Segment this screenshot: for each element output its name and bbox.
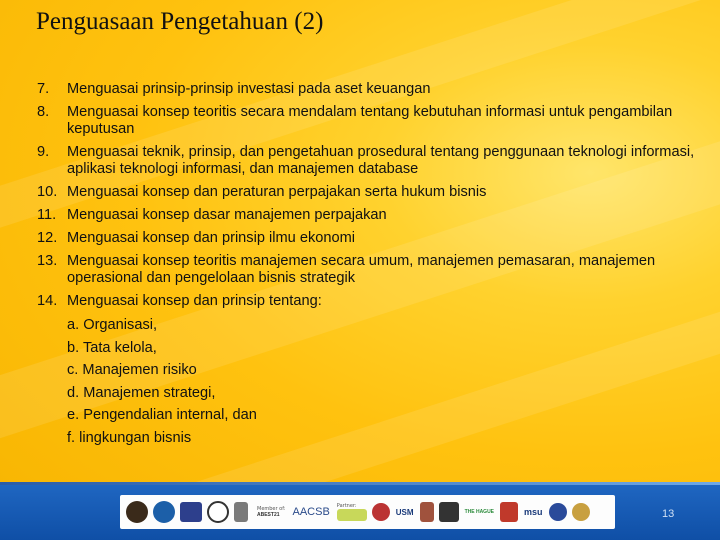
list-item bbox=[37, 104, 707, 138]
item-number: 12. bbox=[37, 230, 58, 246]
sub-item: d. Manajemen strategi, bbox=[67, 384, 216, 401]
partner-label: Partner: bbox=[336, 503, 357, 509]
globe-logo-icon bbox=[153, 501, 175, 523]
aacsb-logo: AACSB bbox=[292, 506, 330, 518]
gold-seal-icon bbox=[572, 503, 590, 521]
footer-bar bbox=[0, 485, 720, 540]
list-item bbox=[37, 230, 707, 247]
tg-logo-icon bbox=[439, 502, 459, 522]
item-number: 9. bbox=[37, 144, 50, 160]
list-item bbox=[37, 144, 707, 178]
partner-logo-icon bbox=[337, 509, 367, 521]
seal-logo-icon bbox=[549, 503, 567, 521]
sub-item: c. Manajemen risiko bbox=[67, 362, 197, 378]
item-number: 8. bbox=[37, 104, 50, 120]
item-text: Menguasai konsep dan prinsip tentang: bbox=[67, 293, 322, 309]
item-number: 14. bbox=[37, 293, 58, 309]
red-logo-icon bbox=[500, 502, 518, 522]
abest-logo: ABEST21 bbox=[257, 512, 280, 518]
sub-item: f. lingkungan bisnis bbox=[67, 429, 192, 446]
university-seal-icon bbox=[126, 501, 148, 523]
sub-item: e. Pengendalian internal, dan bbox=[67, 407, 257, 423]
hague-logo: THE HAGUE bbox=[464, 509, 495, 515]
item-text: Menguasai konsep dan prinsip ilmu ekonomi bbox=[67, 230, 355, 246]
partner-logo-strip bbox=[120, 495, 615, 529]
item-number: 7. bbox=[37, 81, 50, 97]
list-item bbox=[37, 81, 707, 98]
item-text: Menguasai konsep teoritis secara mendalam tentang kebutuhan informasi untuk pengambilan keputusan bbox=[67, 104, 673, 137]
member-label: Member of: bbox=[257, 506, 286, 512]
member-logos bbox=[257, 506, 285, 518]
competency-list bbox=[37, 81, 707, 451]
usm-logo: USM bbox=[395, 507, 414, 517]
registered-logo-icon bbox=[207, 501, 229, 523]
shield-logo-icon bbox=[180, 502, 202, 522]
slide-title: Penguasaan Pengetahuan (2) bbox=[36, 8, 324, 35]
item-number: 10. bbox=[37, 184, 58, 200]
list-item bbox=[37, 253, 707, 287]
certification-logo-icon bbox=[234, 502, 248, 522]
msu-logo: msu bbox=[524, 507, 543, 517]
crest-logo-icon bbox=[372, 503, 390, 521]
item-text: Menguasai teknik, prinsip, dan pengetahuan prosedural tentang penggunaan teknologi informasi, aplikasi teknologi informasi, dan manajemen database bbox=[67, 144, 695, 177]
list-item bbox=[37, 293, 707, 310]
list-item bbox=[37, 207, 707, 224]
item-number: 13. bbox=[37, 253, 58, 269]
item-text: Menguasai prinsip-prinsip investasi pada aset keuangan bbox=[67, 81, 431, 97]
sub-item: a. Organisasi, bbox=[67, 317, 158, 333]
emblem-logo-icon bbox=[420, 502, 434, 522]
item-number: 11. bbox=[37, 207, 57, 223]
item-text: Menguasai konsep teoritis manajemen secara umum, manajemen pemasaran, manajemen operasional dan pengelolaan bisnis strategik bbox=[67, 253, 656, 286]
list-item bbox=[37, 184, 707, 201]
sub-item: b. Tata kelola, bbox=[67, 339, 157, 356]
item-text: Menguasai konsep dasar manajemen perpajakan bbox=[67, 207, 387, 223]
page-number: 13 bbox=[662, 508, 675, 520]
item-text: Menguasai konsep dan peraturan perpajakan serta hukum bisnis bbox=[67, 184, 487, 200]
partner-logos bbox=[337, 503, 367, 521]
